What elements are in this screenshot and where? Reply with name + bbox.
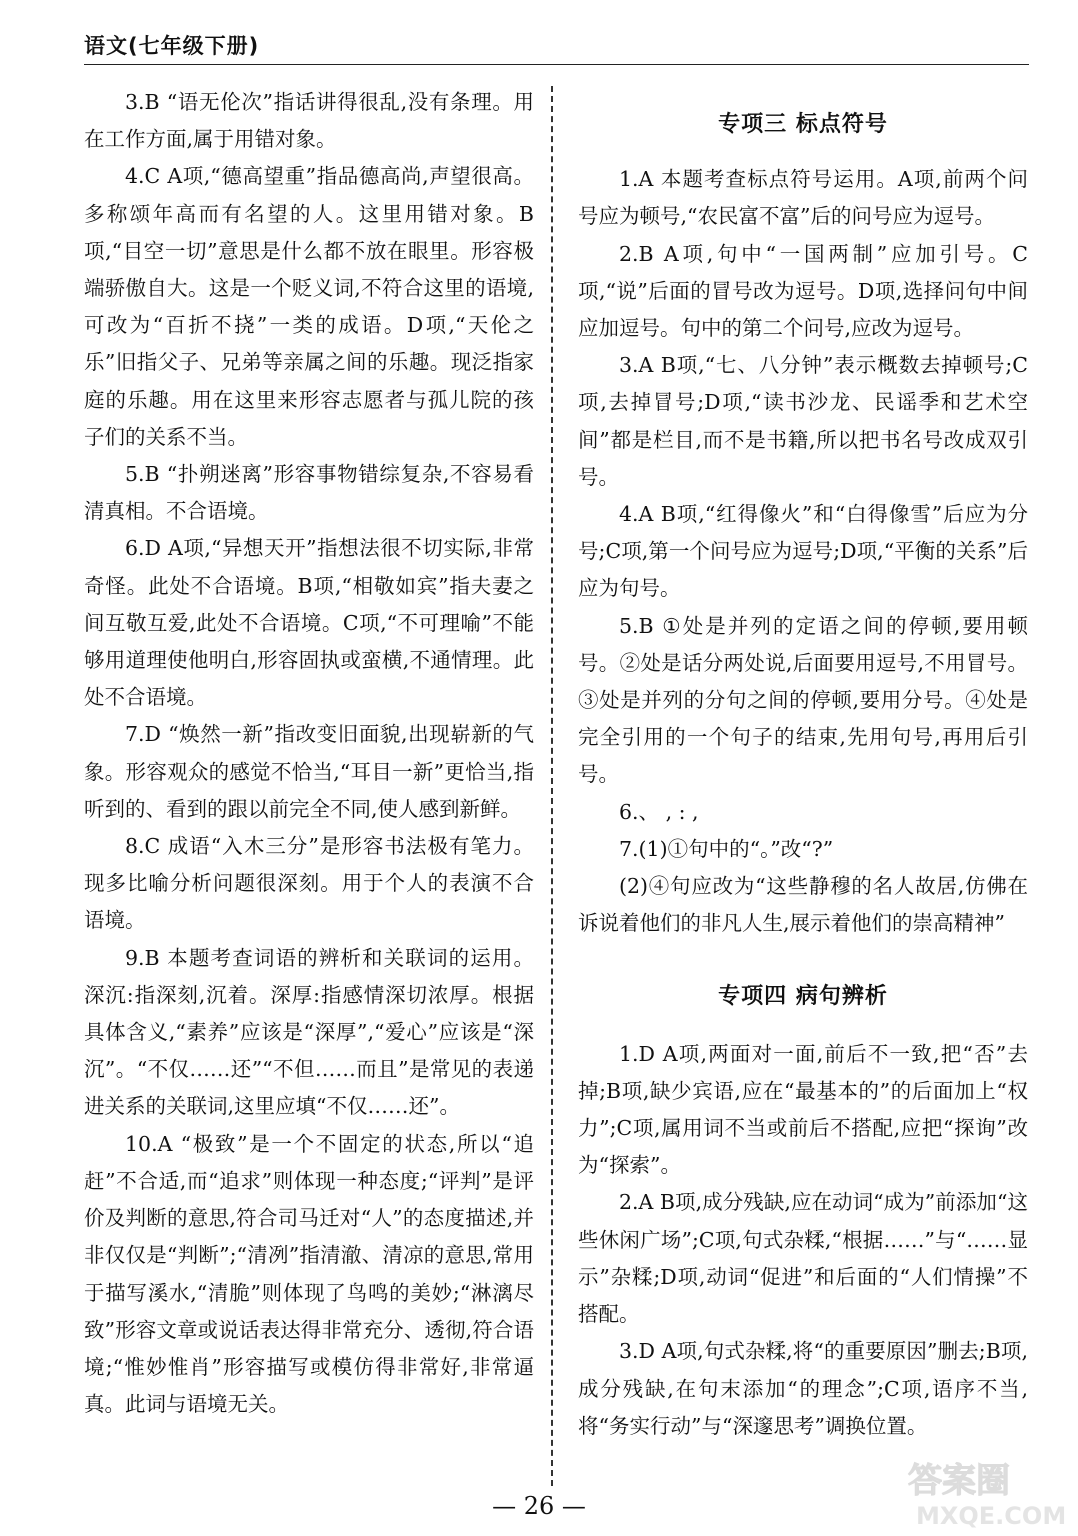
answer-paragraph: 6.、 , : , bbox=[619, 799, 699, 824]
section-heading-punctuation: 专项三 标点符号 bbox=[718, 112, 888, 137]
answer-paragraph: 9.B 本题考查词语的辨析和关联词的运用。深沉:指深刻,沉着。深厚:指感情深切浓厚。根据具体含义,“素养”应该是“深厚”,“爱心”应该是“深沉”。“不仅……还”“不但……而且”是常见的表递进关系的关联词,这里应填“不仅……还”。 bbox=[84, 945, 534, 1119]
answer-paragraph: 8.C 成语“入木三分”是形容书法极有笔力。现多比喻分析问题很深刻。用于个人的表演不合语境。 bbox=[84, 834, 534, 933]
answer-paragraph: 7.(1)①句中的“。”改“?” bbox=[619, 836, 834, 861]
answer-paragraph: 6.D A项,“异想天开”指想法很不切实际,非常奇怪。此处不合语境。B项,“相敬如宾”指夫妻之间互敬互爱,此处不合语境。C项,“不可理喻”不能够用道理使他明白,形容固执或蛮横,不通情理。此处不合语境。 bbox=[84, 536, 534, 710]
answer-paragraph: 1.A 本题考查标点符号运用。A项,前两个问号应为顿号,“农民富不富”后的问号应为逗号。 bbox=[578, 167, 1028, 229]
watermark-line1: 答案圈 bbox=[908, 1461, 1010, 1501]
answer-paragraph: 3.D A项,句式杂糅,将“的重要原因”删去;B项,成分残缺,在句末添加“的理念”;C项,语序不当,将“务实行动”与“深邃思考”调换位置。 bbox=[578, 1339, 1028, 1438]
page-header bbox=[84, 28, 1029, 65]
answer-paragraph: 3.A B项,“七、八分钟”表示概数去掉顿号;C项,去掉冒号;D项,“读书沙龙、民谣季和艺术空间”都是栏目,而不是书籍,所以把书名号改成双引号。 bbox=[578, 353, 1028, 489]
answer-paragraph: (2)④句应改为“这些静穆的名人故居,仿佛在诉说着他们的非凡人生,展示着他们的崇高精神” bbox=[578, 874, 1028, 936]
watermark-icon bbox=[902, 1452, 1072, 1532]
answer-paragraph: 3.B “语无伦次”指话讲得很乱,没有条理。用在工作方面,属于用错对象。 bbox=[84, 90, 534, 152]
answer-paragraph: 2.A B项,成分残缺,应在动词“成为”前添加“这些休闲广场”;C项,句式杂糅,“根据……”与“……显示”杂糅;D项,动词“促进”和后面的“人们情操”不搭配。 bbox=[578, 1190, 1028, 1327]
left-column bbox=[84, 84, 534, 1423]
answer-paragraph: 4.C A项,“德高望重”指品德高尚,声望很高。多称颂年高而有名望的人。这里用错对象。B项,“目空一切”意思是什么都不放在眼里。形容极端骄傲自大。这是一个贬义词,不符合这里的语境,可改为“百折不挠”一类的成语。D项,“天伦之乐”旧指父子、兄弟等亲属之间的乐趣。现泛指家庭的乐趣。用在这里来形容志愿者与孤儿院的孩子们的关系不当。 bbox=[84, 164, 534, 449]
answer-paragraph: 5.B ①处是并列的定语之间的停顿,要用顿号。②处是话分两处说,后面要用逗号,不用冒号。③处是并列的分句之间的停顿,要用分号。④处是完全引用的一个句子的结束,先用句号,再用后引号。 bbox=[578, 613, 1028, 787]
column-divider bbox=[551, 86, 553, 1486]
section-heading-sentence-errors: 专项四 病句辨析 bbox=[718, 984, 888, 1010]
answer-paragraph: 5.B “扑朔迷离”形容事物错综复杂,不容易看清真相。不合语境。 bbox=[84, 462, 534, 524]
header-title: 语文(七年级下册) bbox=[84, 34, 260, 58]
watermark-line2: MXQE.COM bbox=[916, 1502, 1067, 1530]
right-column bbox=[578, 84, 1028, 1445]
answer-paragraph: 4.A B项,“红得像火”和“白得像雪”后应为分号;C项,第一个问号应为逗号;D项,“平衡的关系”后应为句号。 bbox=[578, 502, 1028, 601]
page-number: — 26 — bbox=[492, 1492, 586, 1520]
watermark-logo bbox=[902, 1452, 1072, 1532]
answer-paragraph: 1.D A项,两面对一面,前后不一致,把“否”去掉;B项,缺少宾语,应在“最基本的”的后面加上“权力”;C项,属用词不当或前后不搭配,应把“探询”改为“探索”。 bbox=[578, 1041, 1028, 1178]
answer-paragraph: 7.D “焕然一新”指改变旧面貌,出现崭新的气象。形容观众的感觉不恰当,“耳目一新”更恰当,指听到的、看到的跟以前完全不同,使人感到新鲜。 bbox=[84, 722, 534, 821]
answer-paragraph: 2.B A项,句中“一国两制”应加引号。C项,“说”后面的冒号改为逗号。D项,选择问句中间应加逗号。句中的第二个问号,应改为逗号。 bbox=[578, 241, 1028, 341]
answer-paragraph: 10.A “极致”是一个不固定的状态,所以“追赶”不合适,而“追求”则体现一种态度;“评判”是评价及判断的意思,符合司马迁对“人”的态度描述,并非仅仅是“判断”;“清冽”指清澈、清凉的意思,常用于描写溪水,“清脆”则体现了鸟鸣的美妙;“淋漓尽致”形容文章或说话表达得非常充分、透彻,符合语境;“惟妙惟肖”形容描写或模仿得非常好,非常逼真。此词与语境无关。 bbox=[84, 1131, 534, 1417]
